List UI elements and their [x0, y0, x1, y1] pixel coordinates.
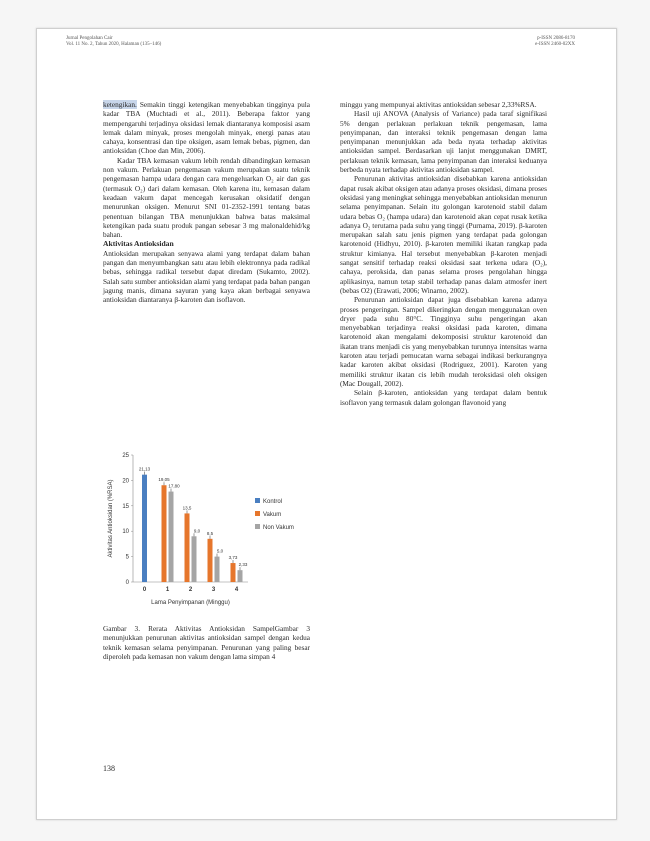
- journal-name: Jurnal Pengolahan Cair: [66, 36, 113, 41]
- data-label: 3,73: [228, 555, 238, 561]
- y-tick-label: 20: [122, 478, 129, 485]
- paragraph: Penurunan antioksidan dapat juga disebabkan karena adanya proses pengeringan. Sampel dikeringkan dengan menggunakan oven dryer pada suhu 80°C. Tingginya suhu pengeringan akan menyebabkan terjadinya reaksi oksidasi pada karoten, dimana karotenoid akan mengalami dekomposisi struktur karotenoid dan ikatan trans menjadi cis yang menyebabkan turunnya intensitas warna karoten atau terjadi pemucatan warna sebagai indikasi berkurangnya kadar karoten akibat oksidasi (Rodriguez, 2001). Karoten yang memiliki struktur ikatan cis lebih mudah teroksidasi oleh oksigen (Mac Dougall, 2002).: [340, 295, 547, 388]
- bar-non-vakum: [192, 536, 197, 582]
- issn-header: [455, 36, 575, 48]
- data-label: 5,0: [216, 548, 224, 554]
- antioxidant-chart: [103, 447, 310, 612]
- y-tick-label: 5: [125, 554, 129, 561]
- data-label: 19,05: [158, 477, 170, 483]
- paragraph-text: Semakin tinggi ketengikan menyebabkan tingginya pula kadar TBA (Muchtadi et al., 2011). Beberapa faktor yang mempengaruhi terjadinya oksidasi lemak diantaranya komposisi asam lemak dalam minyak, proses mengolah minyak, energi panas atau cahaya, konsentrasi dan tipe oksigen, asam lemak bebas, pigmen, dan antioksidan (Choe dan Min, 2006).: [103, 100, 310, 156]
- data-label: 8,5: [206, 530, 214, 536]
- paragraph: Penurunan aktivitas antioksidan disebabkan karena antioksidan dapat rusak akibat oksigen atau adanya proses oksidasi, dimana proses oksidasi yang meningkat sehingga menyebabkan antioksidan menurun selama penyimpanan. Selain itu golongan karotenoid stabil dalam udara bebas O₂ (hampa udara) dan karotenoid akan cepat rusak ketika adanya O₂ terutama pada suhu yang tinggi (Purnama, 2019). β-karoten merupakan salah satu jenis pigmen yang terdapat pada golongan karotenoid (Hidhyu, 2010). β-karoten memiliki ikatan rangkap pada struktur kimianya. Hal tersebut menyebabkan β-karoten menjadi sangat sensitif terhadap reaksi oksidasi saat terkena udara (O₂), cahaya, peroksida, dan panas selama proses pengolahan hingga aplikasinya, namun tetap stabil terhadap panas dalam atmosfer inert (bebas O2) (Erawati, 2006; Winarno, 2002).: [340, 174, 547, 295]
- y-tick-label: 15: [122, 503, 129, 510]
- journal-volume: Vol. 11 No. 2, Tahun 2020, Halaman (135–146): [66, 42, 162, 47]
- bar-non-vakum: [215, 557, 220, 582]
- section-heading: Aktivitas Antioksidan: [103, 239, 174, 249]
- data-label: 2,33: [238, 562, 248, 568]
- x-tick-label: 0: [142, 587, 147, 593]
- legend-swatch: [255, 498, 260, 503]
- paragraph: Selain β-karoten, antioksidan yang terdapat dalam bentuk isoflavon yang termasuk dalam golongan flavonoid yang: [340, 388, 547, 407]
- journal-header: [66, 36, 161, 48]
- legend-label: Non Vakum: [263, 525, 294, 531]
- y-axis-title: Aktivitas Antioksidan (%RSA): [108, 479, 114, 558]
- e-issn: e-ISSN 2460-02XX: [535, 42, 575, 47]
- right-column: [340, 100, 547, 407]
- x-tick-label: 2: [188, 587, 193, 593]
- bar-non-vakum: [238, 570, 243, 582]
- y-tick-label: 25: [122, 453, 129, 459]
- left-column: [103, 100, 310, 305]
- highlighted-word[interactable]: ketengikan.: [103, 100, 137, 109]
- bar-vakum: [162, 485, 167, 582]
- data-label: 17,80: [168, 483, 180, 489]
- paragraph: Hasil uji ANOVA (Analysis of Variance) pada taraf signifikasi 5% dengan perlakuan perlakuan teknik pengemasan, lama penyimpanan, dan interaksi teknik pengemasan dengan lama penyimpanan menunjukkan ada beda nyata terhadap aktivitas antioksidan sampel. Berdasarkan uji lanjut menggunakan DMRT, perlakuan teknik kemasan, lama penyimpanan dan interaksi keduanya berbeda nyata terhadap aktivitas antioksidan sampel.: [340, 109, 547, 175]
- legend-swatch: [255, 511, 260, 516]
- left-column-bottom: [103, 624, 310, 661]
- chart-svg: [103, 447, 310, 612]
- bar-vakum: [208, 539, 213, 582]
- legend-label: Vakum: [263, 512, 282, 518]
- legend-label: Kontrol: [263, 499, 283, 505]
- paragraph: Kadar TBA kemasan vakum lebih rendah dibandingkan kemasan non vakum. Perlakuan pengemasan vakum merupakan suatu teknik pengemasan hampa udara dengan cara mengeluarkan O₂ air dan gas (termasuk O₂) dari dalam kemasan. Oleh karena itu, kemasan dalam keadaan vakum dapat mencegah kerusakan oksidatif dengan menurunkan oksigen. Menurut SNI 01-2352-1991 tentang batas penentuan bilangan TBA menunjukkan bahwa batas maksimal ketengikan pada suatu produk pangan sebesar 3 mg malonaldehid/kg bahan.: [103, 155, 310, 240]
- x-tick-label: 4: [234, 587, 239, 593]
- data-label: 21,13: [138, 466, 151, 472]
- x-tick-label: 3: [211, 587, 216, 593]
- bar-vakum: [185, 513, 190, 582]
- x-axis-title: Lama Penyimpanan (Minggu): [151, 600, 230, 606]
- x-tick-label: 1: [165, 587, 170, 593]
- p-issn: p-ISSN 2086-8170: [537, 36, 575, 41]
- paragraph: minggu yang mempunyai aktivitas antioksidan sebesar 2,33%RSA.: [340, 100, 537, 109]
- y-tick-label: 0: [125, 580, 129, 586]
- bar-kontrol: [142, 475, 147, 582]
- data-label: 13,5: [182, 505, 192, 511]
- data-label: 9,0: [193, 528, 201, 534]
- bar-vakum: [231, 563, 236, 582]
- paragraph: [103, 100, 310, 156]
- figure-caption: Gambar 3. Rerata Aktivitas Antioksidan SampelGambar 3 menunjukkan penurunan aktivitas antioksidan sampel dengan kedua teknik kemasan selama penyimpanan. Penurunan yang paling besar diperoleh pada kemasan non vakum dengan lama simpan 4: [103, 624, 310, 661]
- paragraph: Antioksidan merupakan senyawa alami yang terdapat dalam bahan pangan dan menyumbangkan satu atau lebih elektronnya pada radikal bebas, sehingga radikal tersebut dapat diredam (Sukamto, 2002). Salah satu sumber antioksidan alami yang terdapat pada bahan pangan jagung manis, dimana sayuran yang kaya akan berbagai senyawa antioksidan diantaranya β-karoten dan isoflavon.: [103, 248, 310, 305]
- bar-non-vakum: [169, 492, 174, 582]
- y-tick-label: 10: [122, 529, 129, 536]
- page-number: 138: [103, 764, 115, 773]
- legend-swatch: [255, 524, 260, 529]
